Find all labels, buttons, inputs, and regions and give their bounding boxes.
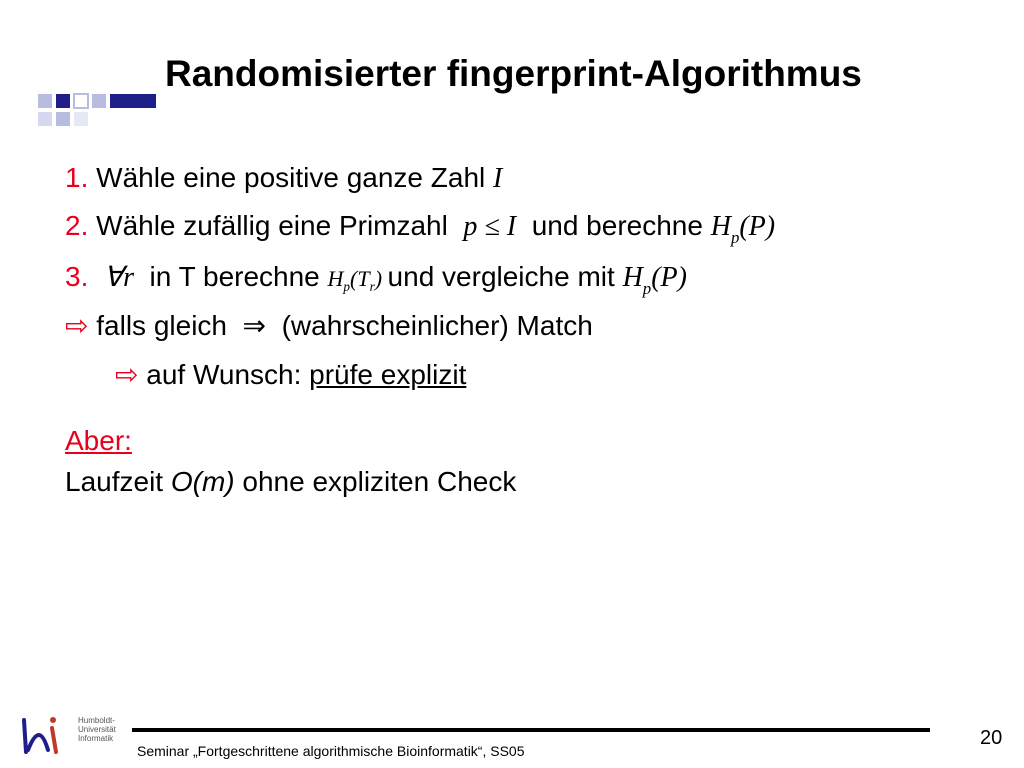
logo-mark-icon [20,712,76,760]
hollow-arrow-right-icon: ⇨ [65,310,89,341]
implies-symbol: ⇒ [242,311,267,342]
step-2-text2: und berechne [531,210,703,241]
step-3-text: in T berechne [149,261,320,292]
bullet-2-text1: auf Wunsch: [146,359,302,390]
step-2-formula: $H_p(P)$ [710,211,776,247]
laufzeit-complexity: O(m) [170,466,235,497]
step-3-number: 3. [65,261,89,292]
hollow-arrow-right-icon: ⇨ [115,359,139,390]
logo-text-line-2: Universität [78,725,116,734]
step-1-math: I [493,163,503,194]
step-3-text2: und vergleiche mit [387,261,615,292]
laufzeit-text2: ohne expliziten Check [242,466,517,497]
slide-title: Randomisierter fingerprint-Algorithmus [165,53,862,94]
bullet-1-text1: falls gleich [96,310,227,341]
page-number: 20 [980,727,1003,749]
step-1-number: 1. [65,162,89,193]
logo-text-line-1: Humboldt- [78,716,115,725]
step-2 [65,210,776,247]
decorative-squares [36,92,156,132]
step-2-text: Wähle zufällig eine Primzahl [96,210,448,241]
aber-label: Aber: [65,425,132,456]
laufzeit-text1: Laufzeit [65,466,164,497]
bullet-auf-wunsch [115,358,466,391]
pruefe-explizit-link[interactable]: prüfe explizit [309,359,467,390]
forall-r-math: ∀r [103,262,134,293]
footer-text: Seminar „Fortgeschrittene algorithmische Bioinformatik“, SS05 [137,743,525,759]
step-2-number: 2. [65,210,89,241]
step-3 [65,260,687,298]
step-1 [65,162,502,195]
bullet-falls-gleich [65,309,593,343]
laufzeit-line [65,466,516,498]
step-3-formula: $H_p(T_r)$ [327,266,383,294]
step-2-math: p ≤ I [463,211,517,242]
step-3-formula2: $H_p(P)$ [622,262,687,298]
hu-informatik-logo [20,712,130,762]
logo-text-line-3: Informatik [78,734,114,743]
step-1-text: Wähle eine positive ganze Zahl [96,162,486,193]
bullet-1-text2: (wahrscheinlicher) Match [281,310,593,341]
footer-rule [132,728,930,732]
